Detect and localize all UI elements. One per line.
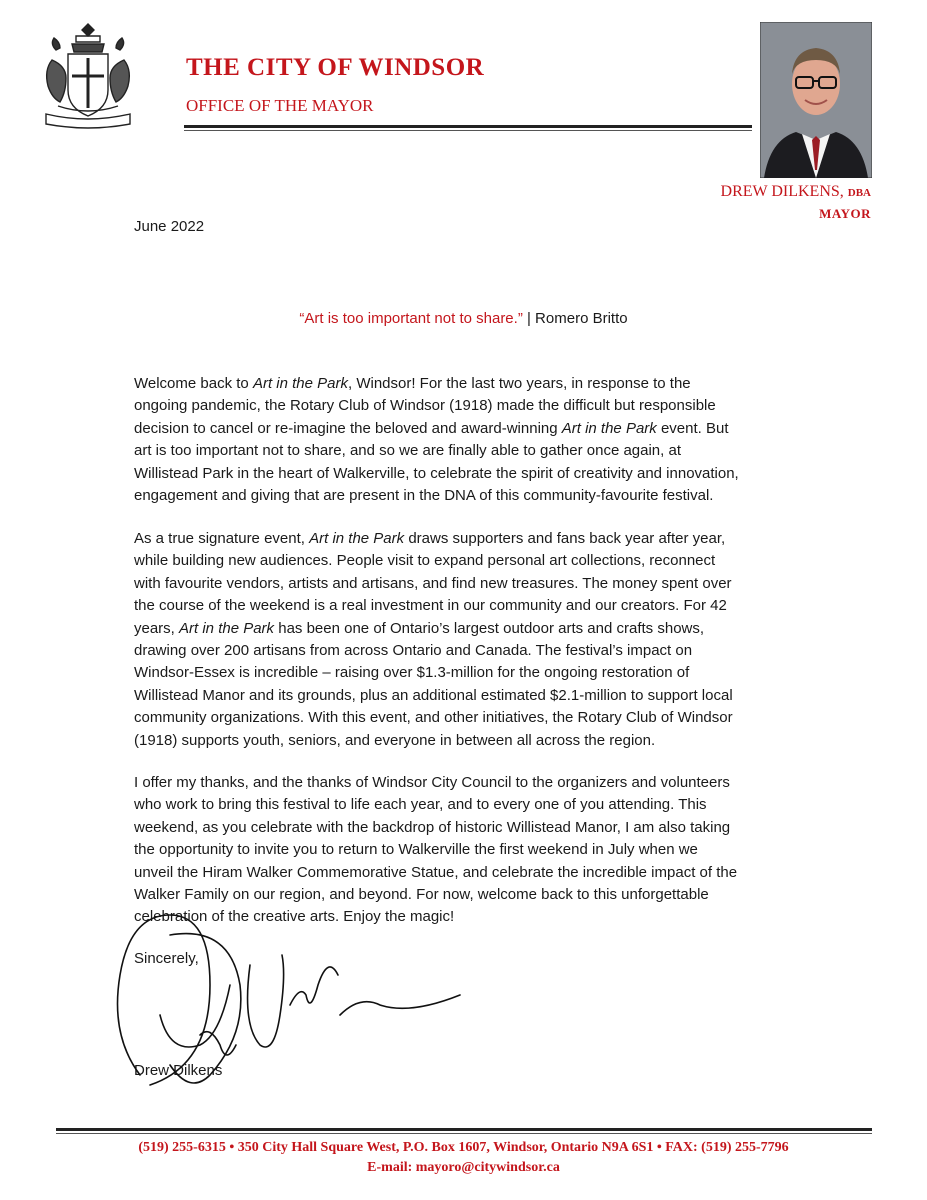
quote — [0, 310, 927, 327]
text-run: (1918) supports youth, seniors, and everyone in between all across the region. — [134, 731, 656, 749]
text-line — [134, 730, 804, 752]
office-subtitle: OFFICE OF THE MAYOR — [186, 96, 374, 115]
text-run: the course of the weekend is a real investment in our community and our creators. For 42 — [134, 597, 727, 615]
text-run: As a true signature event, — [134, 530, 310, 547]
text-line — [134, 595, 804, 617]
text-line — [134, 485, 804, 507]
text-line — [134, 463, 804, 485]
text-run: decision to cancel or re-imagine the beloved and award-winning — [134, 419, 562, 437]
quote-text: “Art is too important not to share.” — [299, 310, 523, 327]
italic-title: Art in the Park — [252, 375, 348, 392]
text-run: who work to bring this festival to life each year, and to every one of you attending. This — [134, 796, 707, 814]
text-run: with favourite vendors, artists and artisans, and find new treasures. The money spent over — [134, 574, 732, 592]
header-divider-thin — [184, 130, 752, 131]
text-run: Willistead Manor and its grounds, plus an additional estimated $2.1-million to support local — [134, 686, 733, 704]
mayor-suffix: DBA — [847, 187, 871, 199]
text-run: has been one of Ontario’s largest outdoor arts and crafts shows, — [274, 619, 705, 637]
coat-of-arms-icon — [38, 20, 138, 132]
text-run: ongoing pandemic, the Rotary Club of Windsor (1918) made the difficult but responsible — [134, 397, 716, 415]
text-run: drawing over 200 artisans from across Ontario and Canada. The festival’s impact on — [134, 641, 693, 659]
city-title: THE CITY OF WINDSOR — [186, 54, 485, 81]
text-run: event. But — [656, 419, 729, 437]
mayor-portrait — [760, 22, 872, 178]
text-run: draws supporters and fans back year after year, — [404, 530, 726, 547]
text-line — [134, 373, 804, 395]
italic-title: Art in the Park — [561, 419, 657, 437]
text-run: while building new audiences. People visit to expand personal art collections, reconnect — [134, 552, 716, 570]
paragraph-1 — [134, 373, 804, 507]
italic-title: Art in the Park — [309, 530, 405, 547]
text-line — [134, 573, 804, 595]
text-run: , Windsor! For the last two years, in response to the — [348, 375, 691, 392]
text-line — [134, 707, 804, 729]
text-line — [134, 418, 804, 440]
text-run: Walker Family on our region, and beyond. For now, welcome back to this unforgettable — [134, 885, 709, 903]
text-line — [134, 862, 804, 884]
footer-email: E-mail: mayoro@citywindsor.ca — [367, 1160, 560, 1175]
text-line — [134, 884, 804, 906]
text-line — [134, 685, 804, 707]
text-line — [134, 640, 804, 662]
text-line — [134, 528, 804, 550]
footer-contact: (519) 255-6315 • 350 City Hall Square West, P.O. Box 1607, Windsor, Ontario N9A 6S1 • FAX: (519) 255-7796 — [138, 1140, 789, 1155]
text-line — [134, 817, 804, 839]
handwritten-signature — [100, 905, 470, 1095]
text-run: Welcome back to — [134, 375, 253, 392]
text-run: engagement and giving that are present in the DNA of this community-favourite festival. — [134, 486, 714, 504]
text-line — [134, 395, 804, 417]
text-run: community organizations. With this event, and other initiatives, the Rotary Club of Windsor — [134, 709, 733, 727]
text-run: weekend, as you celebrate with the backdrop of historic Willistead Manor, I am also taking — [134, 818, 731, 836]
text-line — [134, 794, 804, 816]
text-run: I offer my thanks, and the thanks of Windsor City Council to the organizers and volunteers — [134, 774, 730, 791]
mayor-name: DREW DILKENS, DBA — [720, 183, 871, 200]
mayor-title: MAYOR — [819, 206, 871, 221]
footer-divider-thin — [56, 1133, 872, 1134]
letter-date: June 2022 — [134, 218, 205, 235]
text-line — [134, 618, 804, 640]
text-run: celebration of the creative arts. Enjoy the magic! — [134, 908, 455, 926]
footer-divider — [56, 1128, 872, 1131]
header-divider — [184, 125, 752, 128]
text-line — [134, 662, 804, 684]
text-run: the opportunity to invite you to return to Walkerville the first weekend in July when we — [134, 841, 698, 859]
text-run: Windsor-Essex is incredible – raising over $1.3-million for the ongoing restoration of — [134, 664, 690, 682]
signer-name: Drew Dilkens — [134, 1062, 223, 1079]
text-run: years, — [134, 619, 180, 637]
text-line — [134, 839, 804, 861]
text-line — [134, 440, 804, 462]
italic-title: Art in the Park — [179, 619, 275, 637]
closing: Sincerely, — [134, 950, 199, 967]
quote-attribution: | Romero Britto — [522, 310, 628, 327]
text-run: unveil the Hiram Walker Commemorative Statue, and celebrate the incredible impact of the — [134, 863, 738, 881]
text-run: Willistead Park in the heart of Walkerville, to celebrate the spirit of creativity and innovation, — [134, 464, 739, 482]
paragraph-2 — [134, 528, 804, 752]
text-run: art is too important not to share, and so we are finally able to gather once again, at — [134, 442, 681, 460]
text-line — [134, 550, 804, 572]
text-line — [134, 772, 804, 794]
